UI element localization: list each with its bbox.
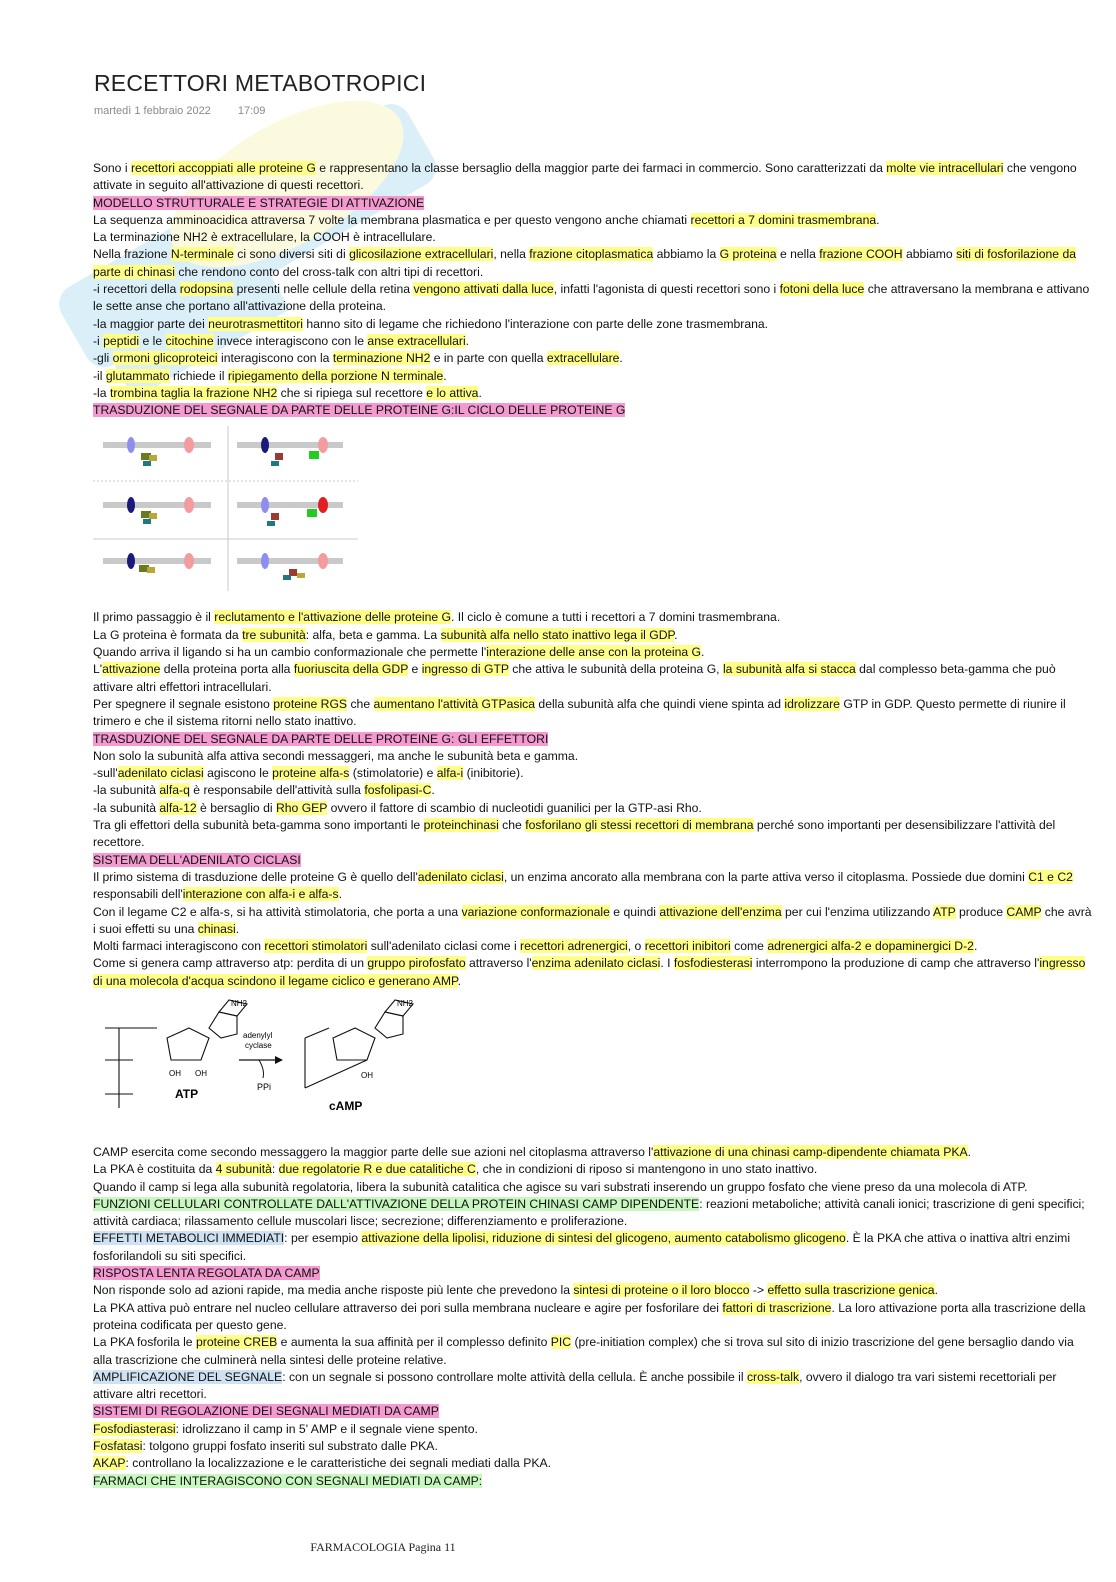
paragraph: -la subunità alfa-12 è bersaglio di Rho GEP ovvero il fattore di scambio di nucleotidi guanilici per la GTP-asi Rho. (93, 800, 702, 815)
paragraph: La PKA è costituita da 4 subunità: due regolatorie R e due catalitiche C, che in condizioni di riposo si mantengono in uno stato inattivo. (93, 1162, 818, 1177)
atp-oh-label-1: OH (169, 1068, 181, 1078)
cycle-panel-2 (237, 437, 343, 466)
enzyme-label-line2: cyclase (245, 1040, 272, 1050)
paragraph: Molti farmaci interagiscono con recettori stimolatori sull'adenilato ciclasi come i recettori adrenergici, o recettori inibitori come adrenergici alfa-2 e dopaminergici D-2. (93, 939, 978, 954)
note-body (93, 160, 1093, 1490)
paragraph: FUNZIONI CELLULARI CONTROLLATE DALL'ATTIVAZIONE DELLA PROTEIN CHINASI CAMP DIPENDENTE: reazioni metaboliche; attività canali ionici; trascrizione di geni specifici; attività cardiaca; rilassamento cellule muscolari lisce; secrezione; differenziamento e proliferazione. (93, 1196, 1085, 1229)
paragraph: Fosfodiasterasi: idrolizzano il camp in 5' AMP e il segnale viene spento. (93, 1421, 478, 1436)
atp-oh-label-2: OH (195, 1068, 207, 1078)
section-heading: TRASDUZIONE DEL SEGNALE DA PARTE DELLE PROTEINE G: GLI EFFETTORI (93, 731, 549, 746)
paragraph: -la subunità alfa-q è responsabile dell'attività sulla fosfolipasi-C. (93, 783, 435, 798)
cycle-panel-4 (237, 497, 343, 526)
paragraph: -la trombina taglia la frazione NH2 che si ripiega sul recettore e lo attiva. (93, 385, 482, 400)
paragraph: La G proteina è formata da tre subunità: alfa, beta e gamma. La subunità alfa nello stato inattivo lega il GDP. (93, 627, 678, 642)
camp-molecule (305, 1000, 413, 1088)
paragraph: FARMACI CHE INTERAGISCONO CON SEGNALI MEDIATI DA CAMP: (93, 1473, 483, 1488)
paragraph: Quando arriva il ligando si ha un cambio conformazionale che permette l'interazione delle anse con la proteina G. (93, 645, 705, 660)
paragraph: Non risponde solo ad azioni rapide, ma media anche risposte più lente che prevedono la sintesi di proteine o il loro blocco -> effetto sulla trascrizione genica. (93, 1283, 938, 1298)
camp-label: cAMP (329, 1098, 363, 1113)
paragraph: -sull'adenilato ciclasi agiscono le proteine alfa-s (stimolatorie) e alfa-i (inibitorie). (93, 766, 524, 781)
paragraph: Con il legame C2 e alfa-s, si ha attività stimolatoria, che porta a una variazione conformazionale e quindi attivazione dell'enzima per cui l'enzima utilizzando ATP produce CAMP che avrà i suoi effetti su una chinasi. (93, 904, 1092, 936)
section-heading: RISPOSTA LENTA REGOLATA DA CAMP (93, 1266, 320, 1281)
atp-label: ATP (175, 1086, 199, 1101)
paragraph: Fosfatasi: tolgono gruppi fosfato inseriti sul substrato dalle PKA. (93, 1439, 438, 1454)
section-heading: TRASDUZIONE DEL SEGNALE DA PARTE DELLE PROTEINE G:IL CICLO DELLE PROTEINE G (93, 403, 626, 418)
camp-oh-label: OH (361, 1070, 373, 1080)
paragraph: Sono i recettori accoppiati alle proteine G e rappresentano la classe bersaglio della maggior parte dei farmaci in commercio. Sono caratterizzati da molte vie intracellulari che vengono attivate in seguito all'attivazione di questi recettori. (93, 161, 1077, 193)
paragraph: Il primo passaggio è il reclutamento e l'attivazione delle proteine G. Il ciclo è comune a tutti i recettori a 7 domini trasmembrana. (93, 610, 781, 625)
paragraph: EFFETTI METABOLICI IMMEDIATI: per esempio attivazione della lipolisi, riduzione di sintesi del glicogeno, aumento catabolismo glicogeno. È la PKA che attiva o inattiva altri enzimi fosforilandoli su siti specifici. (93, 1231, 1071, 1263)
cycle-panel-6 (237, 553, 343, 580)
cycle-panel-5 (103, 553, 211, 573)
section-heading: SISTEMA DELL'ADENILATO CICLASI (93, 852, 301, 867)
paragraph: Tra gli effettori della subunità beta-gamma sono importanti le proteinchinasi che fosforilano gli stessi recettori di membrana perché sono importanti per desensibilizzare l'attività del recettore. (93, 818, 1056, 850)
paragraph: Il primo sistema di trasduzione delle proteine G è quello dell'adenilato ciclasi, un enzima ancorato alla membrana con la parte attiva verso il citoplasma. Possiede due domini C1 e C2 responsabili dell'interazione con alfa-i e alfa-s. (93, 869, 1073, 902)
paragraph: -i peptidi e le citochine invece interagiscono con le anse extracellulari. (93, 333, 470, 348)
camp-nh2-label: NH2 (397, 998, 414, 1008)
paragraph: AKAP: controllano la localizzazione e le caratteristiche dei segnali mediati dalla PKA. (93, 1456, 551, 1471)
g-protein-cycle-figure (93, 421, 363, 593)
paragraph: -il glutammato richiede il ripiegamento della porzione N terminale. (93, 368, 447, 383)
cycle-panel-3 (103, 497, 211, 524)
atp-to-camp-figure (97, 998, 437, 1126)
page-title: RECETTORI METABOTROPICI (94, 70, 427, 96)
paragraph: Quando il camp si lega alla subunità regolatoria, libera la subunità catalitica che agisce su vari substrati inserendo un gruppo fosfato che viene preso da una molecola di ATP. (93, 1179, 1028, 1194)
paragraph: La sequenza amminoacidica attraversa 7 volte la membrana plasmatica e per questo vengono anche chiamati recettori a 7 domini trasmembrana. (93, 212, 880, 227)
enzyme-label-line1: adenylyl (243, 1030, 273, 1040)
paragraph: AMPLIFICAZIONE DEL SEGNALE: con un segnale si possono controllare molte attività della cellula. È anche possibile il cross-talk, ovvero il dialogo tra vari sistemi recettoriali per attivare altri recettori. (93, 1369, 1057, 1402)
paragraph: CAMP esercita come secondo messaggero la maggior parte delle sue azioni nel citoplasma attraverso l'attivazione di una chinasi camp-dipendente chiamata PKA. (93, 1144, 972, 1159)
paragraph: -gli ormoni glicoproteici interagiscono con la terminazione NH2 e in parte con quella extracellulare. (93, 351, 623, 366)
atp-nh2-label: NH2 (231, 998, 248, 1008)
section-heading: MODELLO STRUTTURALE E STRATEGIE DI ATTIVAZIONE (93, 195, 425, 210)
paragraph: La terminazione NH2 è extracellulare, la COOH è intracellulare. (93, 230, 436, 245)
ppi-label: PPi (257, 1081, 272, 1092)
note-date: martedì 1 febbraio 2022 (94, 105, 211, 117)
paragraph: Nella frazione N-terminale ci sono diversi siti di glicosilazione extracellulari, nella frazione citoplasmatica abbiamo la G proteina e nella frazione COOH abbiamo siti di fosforilazione da parte di chinasi che rendono conto del cross-talk con altri tipi di recettori. (93, 247, 1077, 279)
paragraph: -la maggior parte dei neurotrasmettitori hanno sito di legame che richiedono l'interazione con parte delle zone trasmembrana. (93, 316, 769, 331)
paragraph: La PKA attiva può entrare nel nucleo cellulare attraverso dei pori sulla membrana nucleare e agire per fosforilare dei fattori di trascrizione. La loro attivazione porta alla trascrizione della proteina codificata per questo gene. (93, 1300, 1086, 1332)
paragraph: L'attivazione della proteina porta alla fuoriuscita della GDP e ingresso di GTP che attiva le subunità della proteina G, la subunità alfa si stacca dal complesso beta-gamma che può attivare altri effettori intracellulari. (93, 662, 1056, 694)
note-meta (94, 105, 289, 117)
paragraph: La PKA fosforila le proteine CREB e aumenta la sua affinità per il complesso definito PIC (pre-initiation complex) che si trova sul sito di inizio trascrizione del gene bersaglio dando via alla trascrizione che culminerà nella sintesi delle proteine relative. (93, 1335, 1074, 1367)
paragraph: Non solo la subunità alfa attiva secondi messaggeri, ma anche le subunità beta e gamma. (93, 748, 579, 763)
page-footer: FARMACOLOGIA Pagina 11 (310, 1540, 456, 1554)
paragraph: -i recettori della rodopsina presenti nelle cellule della retina vengono attivati dalla luce, infatti l'agonista di questi recettori sono i fotoni della luce che attraversano la membrana e attivano le sette anse che portano all'attivazione della proteina. (93, 282, 1090, 314)
section-heading: SISTEMI DI REGOLAZIONE DEI SEGNALI MEDIATI DA CAMP (93, 1404, 439, 1419)
paragraph: Per spegnere il segnale esistono proteine RGS che aumentano l'attività GTPasica della subunità alfa che quindi viene spinta ad idrolizzare GTP in GDP. Questo permette di riunire il trimero e che il sistema ritorni nello stato inattivo. (93, 696, 1066, 729)
note-time: 17:09 (237, 105, 266, 117)
paragraph: Come si genera camp attraverso atp: perdita di un gruppo pirofosfato attraverso l'enzima adenilato ciclasi. I fosfodiesterasi interrompono la produzione di camp che attraverso l'ingresso di una molecola d'acqua scindono il legame ciclico e generano AMP. (93, 956, 1086, 988)
cycle-panel-1 (103, 437, 211, 466)
